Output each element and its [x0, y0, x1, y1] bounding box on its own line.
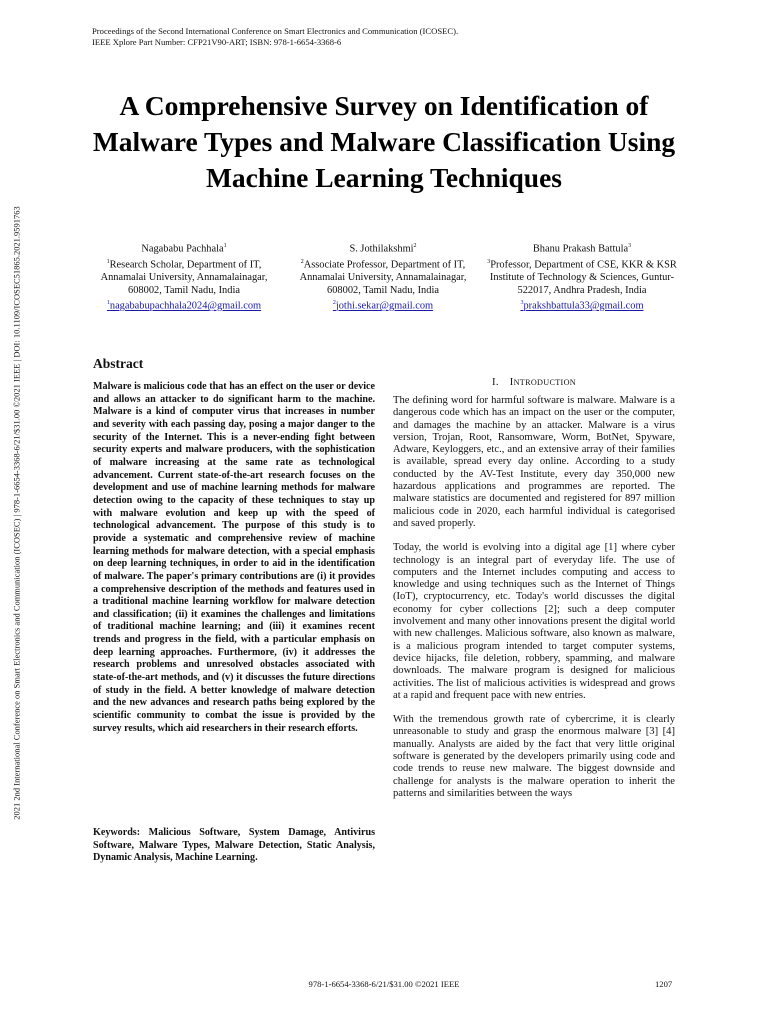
section-title-initial: I: [509, 377, 514, 388]
section-title-rest: NTRODUCTION: [513, 378, 576, 387]
author-affiliation: $^2$Associate Professor, Department of IT, Annamalai University, Annamalainagar, 608002, Tamil Nadu, India: [299, 259, 467, 296]
header-line-2: IEEE Xplore Part Number: CFP21V90-ART; ISBN: 978-1-6654-3368-6: [92, 37, 342, 47]
author-name: Nagababu Pachhala$^1$: [141, 243, 227, 255]
author-affiliation: $^1$Research Scholar, Department of IT, Annamalai University, Annamalainagar, 608002, Tamil Nadu, India: [100, 259, 268, 296]
author-affiliation: $^3$Professor, Department of CSE, KKR & KSR Institute of Technology & Sciences, Guntur-522017, Andhra Pradesh, India: [487, 259, 677, 296]
page-number: 1207: [655, 979, 673, 989]
author-name: Bhanu Prakash Battula$^3$: [532, 243, 632, 255]
abstract-heading: Abstract: [93, 356, 144, 371]
section-numeral: I.: [492, 377, 499, 388]
keywords: [93, 827, 375, 865]
header-line-1: Proceedings of the Second International Conference on Smart Electronics and Communication (ICOSEC).: [92, 26, 459, 36]
paper-title: A Comprehensive Survey on Identification of Malware Types and Malware Classification Using Machine Learning Techniques: [92, 90, 676, 193]
keywords-label: Keywords:: [93, 827, 141, 838]
running-header: [92, 26, 692, 48]
paragraph: Today, the world is evolving into a digital age [1] where cyber technology is an integral part of everyday life. The use of computers and the Internet includes computing and access to knowledge and using techniques such as the Internet of Things (IoT), cryptocurrency, etc. Today's world discusses the digital economy for cyber collections [2]; such a deep computer involvement and many other innovations present the digital world with new challenges. Malicious software, also known as malware, is a malicious program intended to target computer systems, device hijacks, file deletion, robbery, spamming, and malware downloads. The malware program is designed for malicious activities. The list of malicious activities is widespread and grows at a rapid and frequent pace with new entries.: [393, 542, 675, 701]
author-name: S. Jothilakshmi$^2$: [349, 243, 417, 255]
paragraph: The defining word for harmful software is malware. Malware is a dangerous code which has an impact on the user or the computer, and damages the machine by an attacker. Malware is a virus version, Trojan, Root, Ransomware, Worm, BotNet, Spyware, Adware, Keyloggers, etc., and an extensive array of their families is available, spread every day online. According to a study conducted by the AV-Test Institute, every day 350,000 new hazardous applications and programmes are reported. The malware statistics are documented and registered for 897 million malicious code in 2020, each harmful individual is categorised and saved properly.: [393, 395, 675, 529]
author-email[interactable]: $^3$prakshbattula33@gmail.com: [520, 300, 644, 312]
introduction-body: [393, 395, 675, 812]
doi-sidebar: [10, 162, 24, 864]
author-3: [487, 240, 677, 313]
author-email[interactable]: $^1$nagababupachhala2024@gmail.com: [106, 300, 262, 312]
section-heading-introduction: [393, 377, 675, 388]
author-email[interactable]: $^2$jothi.sekar@gmail.com: [332, 300, 434, 312]
footer-copyright: 978-1-6654-3368-6/21/$31.00 ©2021 IEEE: [308, 979, 460, 989]
author-2: [288, 240, 478, 313]
abstract-body: Malware is malicious code that has an effect on the user or device and allows an attacker to do significant harm to the machine. Malware is a kind of computer virus that increases in number and severity with each passing day, posing a major danger to the security of the Internet. This is a never-ending fight between security experts and malware producers, with the sophistication of malware increasing at the same rate as technological advancement. Current state-of-the-art research focuses on the development and use of machine learning methods for malware detection owing to the capacity of these techniques to stay up with malware evolution and keep up with the speed of technological advancement. The purpose of this study is to provide a systematic and comprehensive review of machine learning methods for malware detection, with a special emphasis on deep learning techniques, in order to aid in the identification of malware. The paper's primary contributions are (i) it provides a comprehensive description of the methods and features used in a traditional machine learning workflow for malware detection and classification; (ii) it examines the challenges and limitations of traditional machine learning; and (iii) it examines recent trends and progress in the field, with a particular emphasis on deep learning approaches. Furthermore, (iv) it addresses the research problems and unresolved obstacles associated with state-of-the-art methods, and (v) it discusses the future directions of study in the field. A better knowledge of malware detection and the new advances and research paths being explored by the scientific community to combat the issue is provided by the survey results, which aid researchers in their research efforts.: [93, 381, 375, 734]
keywords-text: Malicious Software, System Damage, Antivirus Software, Malware Types, Malware Detection, Static Analysis, Dynamic Analysis, Machine Learning.: [93, 827, 376, 864]
paragraph: With the tremendous growth rate of cybercrime, it is clearly unreasonable to study and grasp the enormous malware [3] [4] manually. Analysts are aided by the fact that very little original software is generated by the developers primarily using code and code trends to reuse new malware. The biggest downside and challenge for analysts is the malware operation to inherit the patterns and similarities between the ways: [393, 714, 675, 799]
author-1: [89, 240, 279, 313]
doi-sidebar-text: 2021 2nd International Conference on Smart Electronics and Communication (ICOSEC) | 978-1-6654-3368-6/21/$31.00 ©2021 IEEE | DOI: 10.1109/ICOSEC51865.2021.9591763: [12, 206, 22, 820]
